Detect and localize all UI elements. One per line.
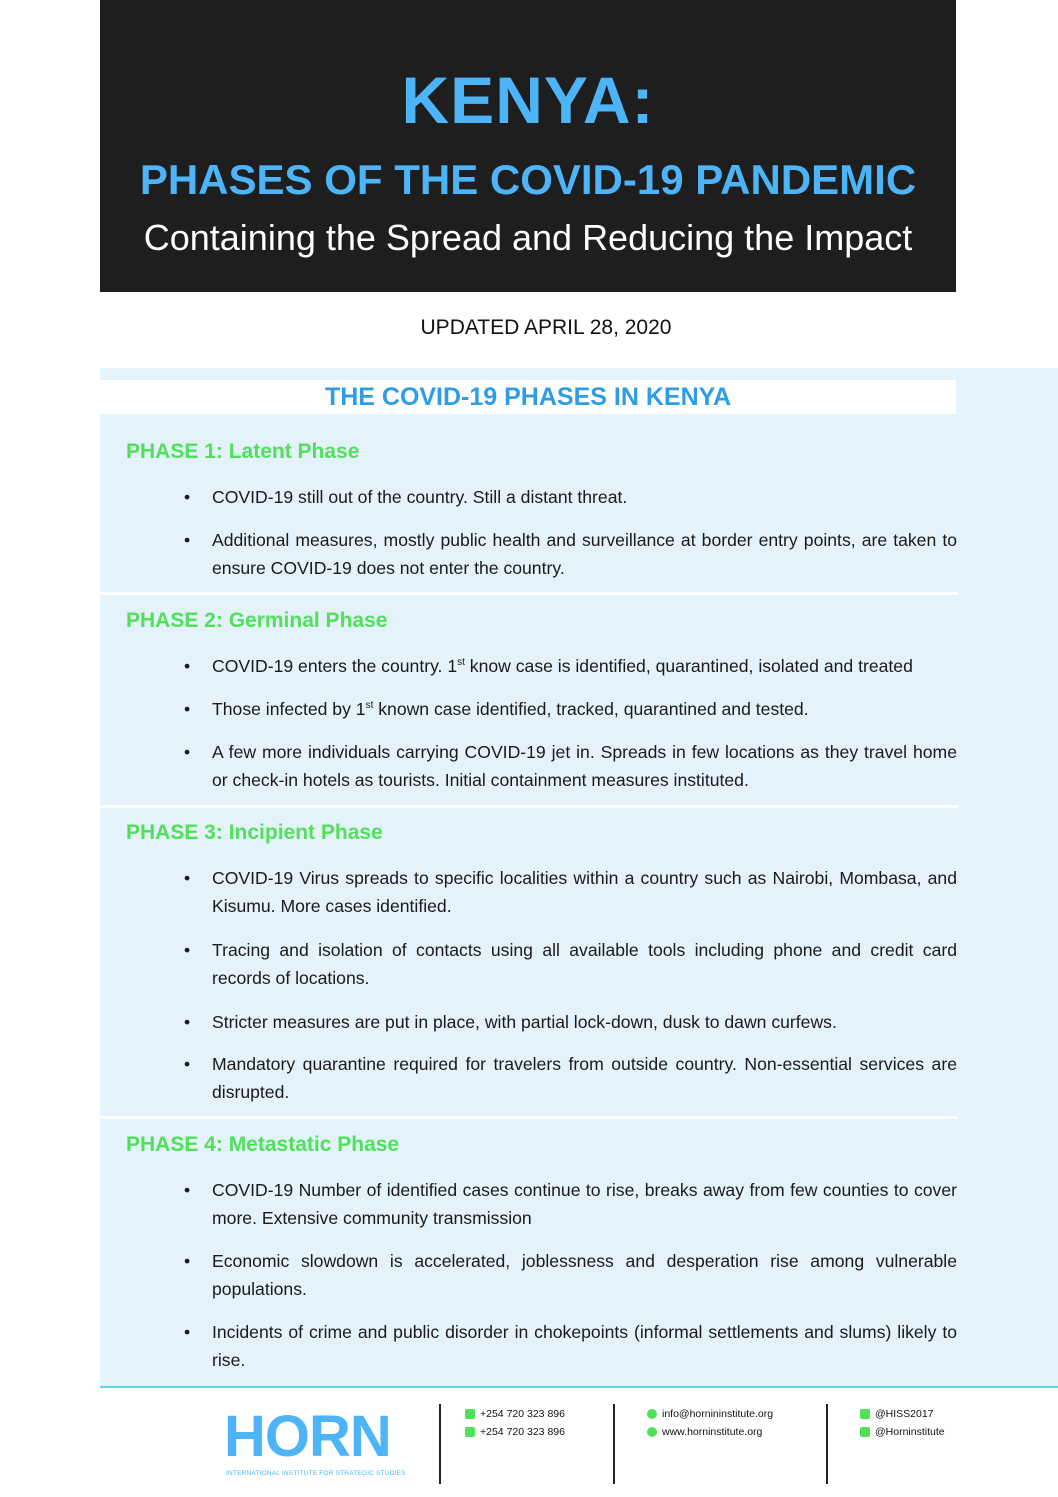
page-title: KENYA: [401,63,655,137]
phase-2-title: PHASE 2: Germinal Phase [126,609,388,632]
whatsapp-icon [465,1427,475,1437]
phase-3-bullet-1: • COVID-19 Virus spreads to specific localities within a country such as Nairobi, Mombasa, and Kisumu. More cases identified. [212,864,957,920]
page-subtitle: PHASES OF THE COVID-19 PANDEMIC [139,156,917,203]
phone-number[interactable]: +254 720 323 896 [480,1408,565,1420]
facebook-handle[interactable]: @Horninstitute [875,1426,945,1438]
phase-divider [100,1116,958,1119]
footer-divider [100,1386,1058,1388]
phase-4-bullet-2: • Economic slowdown is accelerated, joblessness and desperation rise among vulnerable populations. [212,1247,957,1303]
phase-1-bullet-1: • COVID-19 still out of the country. Still a distant threat. [212,483,957,511]
phone-number[interactable]: +254 720 323 896 [480,1426,565,1438]
page-tagline: Containing the Spread and Reducing the Impact [143,217,913,258]
twitter-icon [860,1409,870,1419]
web-contacts [647,1405,773,1441]
phase-4-title: PHASE 4: Metastatic Phase [126,1133,400,1156]
website-link[interactable]: www.horninstitute.org [662,1426,763,1438]
social-links [860,1405,945,1441]
phase-2-bullet-3: • A few more individuals carrying COVID-19 jet in. Spreads in few locations as they travel home or check-in hotels as tourists. Initial containment measures instituted. [212,738,957,794]
horn-logo [224,1404,406,1480]
footer-separator [613,1404,615,1484]
phone-list [465,1405,565,1441]
logo-wordmark: HORN [224,1404,391,1469]
phase-3-bullet-3: • Stricter measures are put in place, with partial lock-down, dusk to dawn curfews. [212,1008,957,1036]
email-link[interactable]: info@hornininstitute.org [662,1408,774,1420]
header-banner [100,0,956,292]
phase-divider [100,805,958,808]
footer-separator [826,1404,828,1484]
logo-tagline: INTERNATIONAL INSTITUTE FOR STRATEGIC STUDIES [226,1470,406,1477]
section-title: THE COVID-19 PHASES IN KENYA [100,380,956,414]
twitter-handle[interactable]: @HISS2017 [875,1408,934,1420]
phone-icon [465,1409,475,1419]
footer-separator [439,1404,441,1484]
phase-4-bullet-1: • COVID-19 Number of identified cases continue to rise, breaks away from few counties to cover more. Extensive community transmission [212,1176,957,1232]
phase-4-bullet-3: • Incidents of crime and public disorder in chokepoints (informal settlements and slums) likely to rise. [212,1318,957,1374]
phase-2-bullet-2: • Those infected by 1st known case identified, tracked, quarantined and tested. [212,695,957,723]
phase-3-bullet-2: • Tracing and isolation of contacts using all available tools including phone and credit card records of locations. [212,936,957,992]
phase-1-title: PHASE 1: Latent Phase [126,440,360,463]
phase-3-bullet-4: • Mandatory quarantine required for travelers from outside country. Non-essential services are disrupted. [212,1050,957,1106]
phase-1-bullet-2: • Additional measures, mostly public health and surveillance at border entry points, are taken to ensure COVID-19 does not enter the country. [212,526,957,582]
globe-icon [647,1427,657,1437]
updated-date: UPDATED APRIL 28, 2020 [420,316,672,339]
phase-2-bullet-1: • COVID-19 enters the country. 1st know case is identified, quarantined, isolated and treated [212,652,957,680]
phase-divider [100,592,958,595]
phase-3-title: PHASE 3: Incipient Phase [126,821,383,844]
email-icon [647,1409,657,1419]
facebook-icon [860,1427,870,1437]
